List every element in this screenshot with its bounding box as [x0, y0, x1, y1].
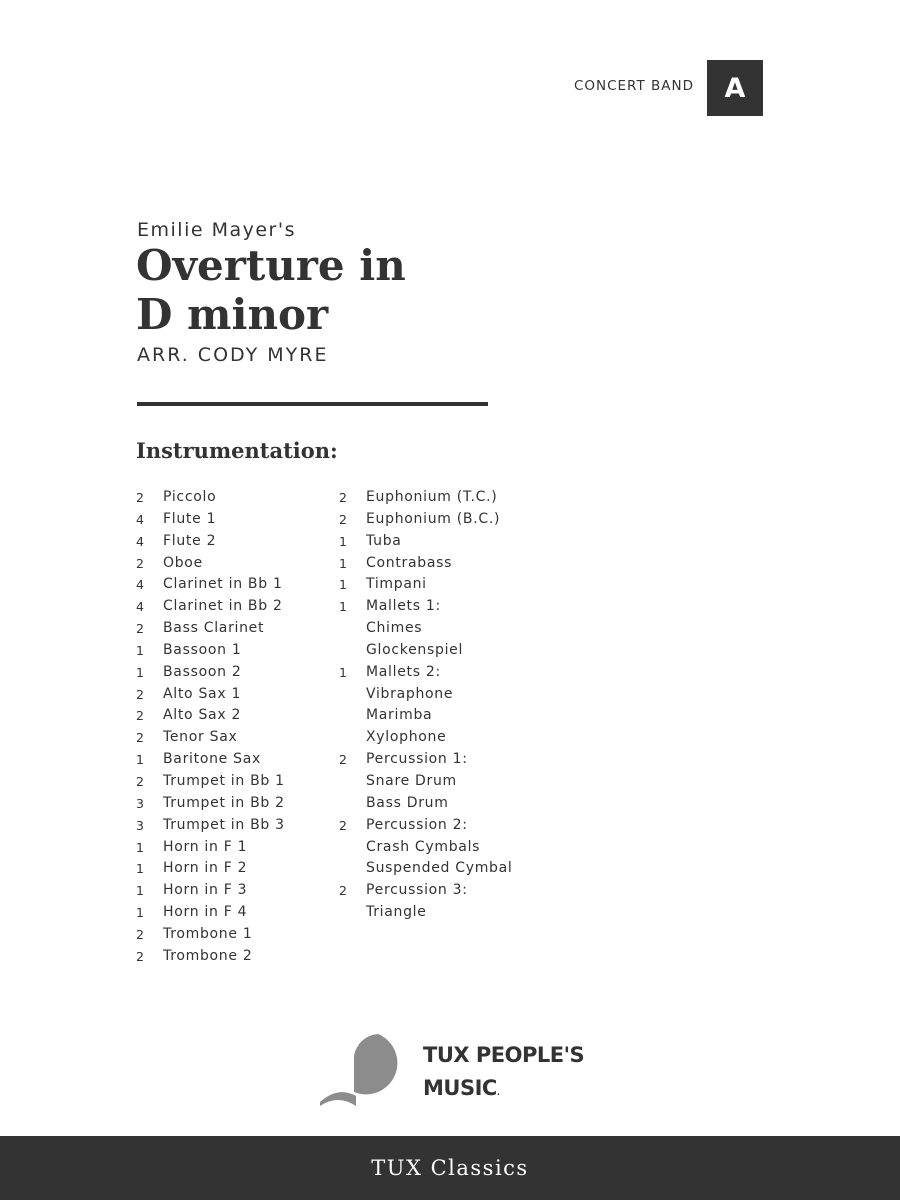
- logo-line-1: TUX PEOPLE'S: [423, 1043, 585, 1067]
- instrument-name: Bass Drum: [366, 794, 449, 811]
- instrument-quantity: [339, 793, 366, 815]
- instrument-row: [136, 684, 285, 706]
- title-divider: [137, 402, 488, 406]
- instrument-quantity: 2: [136, 686, 145, 702]
- instrument-row: [339, 858, 513, 880]
- instrument-row: [339, 662, 513, 684]
- instrument-row: [339, 487, 513, 509]
- instrument-row: [136, 946, 285, 968]
- instrument-row: [136, 487, 285, 509]
- instrument-quantity: 4: [136, 511, 145, 527]
- grade-badge: A: [707, 60, 763, 116]
- instrument-row: [339, 640, 513, 662]
- instrument-row: [136, 574, 285, 596]
- instrument-quantity: 1: [339, 599, 348, 615]
- instrument-row: [136, 858, 285, 880]
- instrument-name: Suspended Cymbal: [366, 860, 513, 877]
- instrument-name: Horn in F 1: [163, 838, 248, 855]
- instrument-list-column-2: [339, 487, 513, 924]
- instrument-row: [136, 618, 285, 640]
- instrument-name: Bassoon 2: [163, 663, 242, 680]
- title-line-1: Overture in: [136, 241, 406, 290]
- instrument-row: [339, 531, 513, 553]
- instrument-name: Tenor Sax: [163, 729, 238, 746]
- instrument-quantity: 2: [339, 490, 348, 505]
- instrument-row: [136, 793, 285, 815]
- instrument-quantity: 1: [136, 905, 145, 921]
- instrument-quantity: 2: [136, 948, 145, 964]
- instrument-row: [339, 596, 513, 618]
- instrument-name: Flute 1: [163, 510, 217, 527]
- instrument-name: Xylophone: [366, 729, 447, 746]
- instrument-quantity: 2: [136, 926, 145, 942]
- instrument-row: [136, 509, 285, 531]
- instrument-quantity: 3: [136, 817, 145, 833]
- instrument-row: [339, 837, 513, 859]
- instrument-row: [339, 793, 513, 815]
- publisher-logo-text: [423, 1039, 584, 1109]
- instrument-name: Percussion 1:: [366, 751, 468, 768]
- instrument-row: [339, 705, 513, 727]
- logo-mark: .: [496, 1088, 500, 1097]
- instrument-quantity: 2: [136, 730, 145, 746]
- instrument-quantity: [339, 837, 366, 859]
- instrument-name: Marimba: [366, 707, 433, 724]
- instrument-quantity: [339, 858, 366, 880]
- instrument-quantity: [339, 727, 366, 749]
- instrument-quantity: 1: [136, 883, 145, 899]
- instrument-row: [136, 553, 285, 575]
- instrument-row: [136, 771, 285, 793]
- instrument-quantity: 2: [136, 708, 145, 724]
- instrument-name: Chimes: [366, 620, 423, 637]
- publisher-logo-icon: [318, 1030, 418, 1110]
- instrument-name: Horn in F 4: [163, 904, 248, 921]
- instrument-row: [136, 837, 285, 859]
- instrument-name: Bassoon 1: [163, 641, 242, 658]
- instrument-name: Euphonium (T.C.): [366, 489, 498, 505]
- instrument-row: [136, 902, 285, 924]
- instrument-quantity: 4: [136, 577, 145, 593]
- instrument-quantity: 2: [339, 817, 348, 833]
- instrument-name: Piccolo: [163, 489, 217, 505]
- instrument-row: [136, 815, 285, 837]
- instrument-quantity: 1: [339, 664, 348, 680]
- instrument-row: [136, 531, 285, 553]
- instrument-name: Glockenspiel: [366, 641, 464, 658]
- page-title: [136, 241, 656, 339]
- instrument-quantity: [339, 902, 366, 924]
- instrument-quantity: [339, 684, 366, 706]
- logo-bubble-shape: [354, 1034, 397, 1094]
- instrument-name: Tuba: [366, 532, 402, 549]
- instrument-name: Contrabass: [366, 554, 453, 571]
- logo-line-2: [423, 1072, 584, 1109]
- instrument-quantity: 1: [136, 642, 145, 658]
- instrument-quantity: 4: [136, 599, 145, 615]
- instrument-quantity: [339, 771, 366, 793]
- instrument-name: Trumpet in Bb 2: [163, 794, 285, 811]
- instrument-name: Clarinet in Bb 1: [163, 576, 283, 593]
- footer-band: [0, 1136, 900, 1200]
- instrument-quantity: 2: [339, 511, 348, 527]
- instrument-row: [136, 596, 285, 618]
- instrument-name: Trumpet in Bb 3: [163, 816, 285, 833]
- instrument-name: Alto Sax 2: [163, 707, 242, 724]
- instrument-name: Vibraphone: [366, 685, 454, 702]
- instrument-name: Baritone Sax: [163, 751, 261, 768]
- instrument-row: [136, 640, 285, 662]
- instrument-name: Euphonium (B.C.): [366, 510, 501, 527]
- instrument-row: [339, 509, 513, 531]
- instrument-name: Triangle: [366, 904, 427, 921]
- instrument-row: [136, 924, 285, 946]
- instrument-row: [136, 662, 285, 684]
- instrument-row: [339, 618, 513, 640]
- instrument-row: [339, 684, 513, 706]
- instrument-row: [339, 815, 513, 837]
- arranger-credit: ARR. CODY MYRE: [137, 344, 329, 366]
- instrument-quantity: 2: [339, 883, 348, 899]
- instrument-row: [136, 749, 285, 771]
- instrument-name: Timpani: [366, 576, 427, 593]
- instrument-name: Horn in F 3: [163, 882, 248, 899]
- instrument-name: Trombone 1: [163, 925, 253, 942]
- instrument-row: [339, 727, 513, 749]
- instrument-name: Horn in F 2: [163, 860, 248, 877]
- instrument-quantity: 2: [136, 555, 145, 571]
- instrumentation-heading: Instrumentation:: [136, 438, 338, 463]
- instrument-name: Alto Sax 1: [163, 685, 242, 702]
- instrument-quantity: 1: [339, 577, 348, 593]
- instrument-quantity: 2: [136, 773, 145, 789]
- instrument-quantity: [339, 705, 366, 727]
- composer-name: Emilie Mayer's: [137, 219, 296, 241]
- instrument-list-column-1: [136, 487, 285, 968]
- instrument-row: [136, 880, 285, 902]
- instrument-name: Bass Clarinet: [163, 620, 265, 637]
- instrument-quantity: 1: [136, 839, 145, 855]
- instrument-quantity: 1: [136, 664, 145, 680]
- instrument-row: [339, 574, 513, 596]
- ensemble-label: CONCERT BAND: [573, 78, 694, 94]
- instrument-row: [339, 880, 513, 902]
- logo-line-2-text: MUSIC: [423, 1076, 497, 1100]
- instrument-name: Percussion 3:: [366, 882, 468, 899]
- title-line-2: D minor: [136, 290, 329, 339]
- series-name: TUX Classics: [371, 1156, 529, 1180]
- instrument-name: Percussion 2:: [366, 816, 468, 833]
- instrument-quantity: 2: [136, 621, 145, 637]
- instrument-quantity: [339, 640, 366, 662]
- instrument-quantity: 1: [136, 752, 145, 768]
- instrument-quantity: 2: [339, 752, 348, 768]
- instrument-row: [136, 727, 285, 749]
- instrument-quantity: 1: [339, 555, 348, 571]
- instrument-name: Clarinet in Bb 2: [163, 598, 283, 615]
- instrument-quantity: 1: [339, 533, 348, 549]
- logo-tail-shape: [320, 1092, 356, 1106]
- instrument-row: [339, 749, 513, 771]
- instrument-quantity: 4: [136, 533, 145, 549]
- instrument-quantity: 1: [136, 861, 145, 877]
- instrument-row: [339, 553, 513, 575]
- instrument-name: Crash Cymbals: [366, 838, 481, 855]
- instrument-row: [339, 902, 513, 924]
- instrument-name: Flute 2: [163, 532, 217, 549]
- instrument-name: Oboe: [163, 554, 203, 571]
- instrument-name: Trombone 2: [163, 947, 253, 964]
- instrument-name: Trumpet in Bb 1: [163, 772, 285, 789]
- instrument-name: Mallets 1:: [366, 598, 441, 615]
- instrument-row: [136, 705, 285, 727]
- instrument-quantity: [339, 618, 366, 640]
- instrument-row: [339, 771, 513, 793]
- instrument-quantity: 2: [136, 490, 145, 505]
- instrument-name: Snare Drum: [366, 772, 457, 789]
- instrument-quantity: 3: [136, 795, 145, 811]
- instrument-name: Mallets 2:: [366, 663, 441, 680]
